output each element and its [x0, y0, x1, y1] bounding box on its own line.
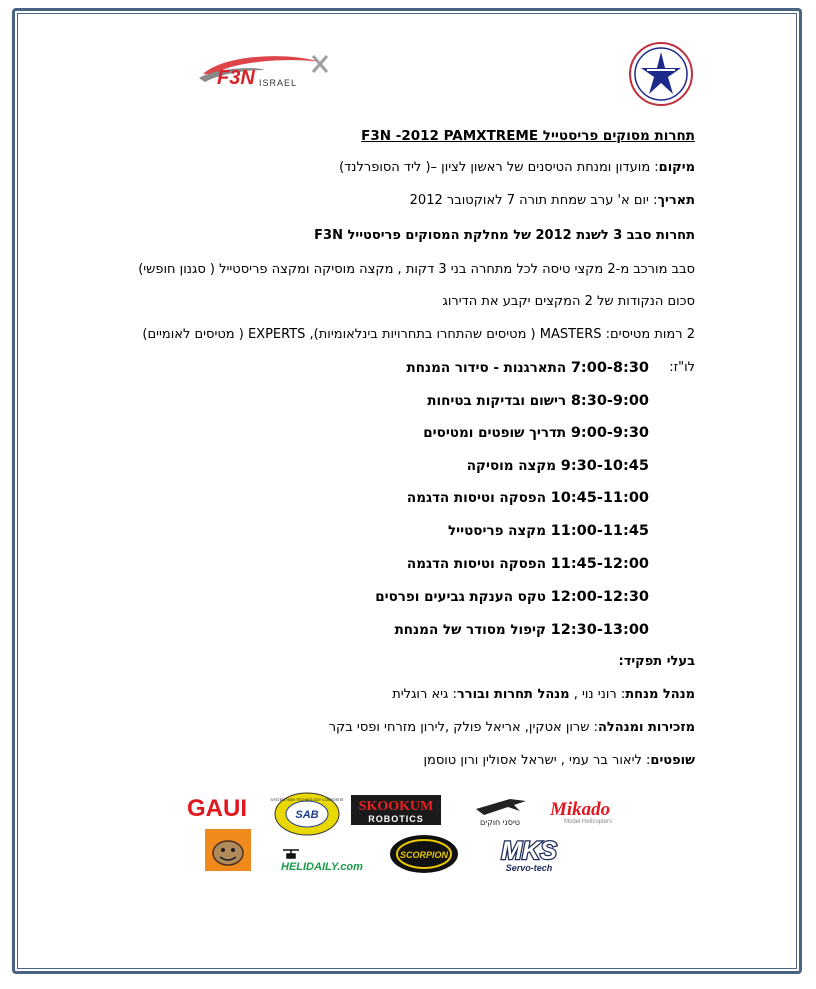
svg-text:F3N: F3N: [217, 67, 255, 89]
tisfi-sponsor-logo: [470, 793, 530, 827]
schedule-desc: התארגנות - סידור המנחת: [406, 360, 567, 376]
date-label: תאריך: [657, 193, 695, 208]
round-line: תחרות סבב 3 לשנת 2012 של מחלקת המסוקים פריסטייל F3N: [314, 228, 695, 243]
location-label: מיקום: [658, 160, 695, 175]
date-value: יום א' ערב שמחת תורה 7 לאוקטובר 2012: [409, 193, 649, 208]
sab-sponsor-logo: [270, 792, 344, 836]
schedule-desc: מקצה פריסטייל: [448, 523, 546, 539]
gaui-sponsor-logo: [185, 794, 259, 820]
schedule-time: 11:00-11:45: [550, 523, 649, 539]
competition-manager-label: מנהל תחרות ובורר: [456, 687, 570, 702]
svg-text:SYSTEM HIGH TECHNOLOGY COMPOSI: SYSTEM HIGH TECHNOLOGY COMPOSITE: [270, 798, 344, 802]
svg-text:ROBOTICS: ROBOTICS: [368, 814, 424, 824]
svg-text:SAB: SAB: [295, 809, 319, 821]
schedule-row: [407, 555, 649, 573]
svg-text:SCORPION: SCORPION: [399, 850, 449, 860]
f3n-israel-logo: [195, 50, 335, 94]
schedule-row: [467, 457, 649, 475]
schedule-desc: מקצה מוסיקה: [466, 458, 557, 474]
dragon-sponsor-logo: [205, 829, 251, 871]
secretariat-label: מזכירות ומנהלה: [598, 720, 695, 735]
date-line: תאריך: יום א' ערב שמחת תורה 7 לאוקטובר 2012: [409, 193, 695, 208]
schedule-time: 7:00-8:30: [570, 360, 649, 376]
schedule-desc: הפסקה וטיסות הדגמה: [406, 556, 546, 572]
scorpion-sponsor-logo: [389, 834, 459, 874]
svg-text:Servo-tech: Servo-tech: [505, 863, 553, 873]
judges-line: שופטים: ליאור בר עמי , ישראל אסולין ורון טוסמן: [423, 753, 695, 768]
schedule-row: [407, 489, 649, 507]
schedule-time: 8:30-9:00: [570, 393, 649, 409]
secretariat-value: שרון אטקין, אריאל פולק ,לירון מזרחי ופסי בקר: [328, 720, 590, 735]
secretariat-line: מזכירות ומנהלה: שרון אטקין, אריאל פולק ,לירון מזרחי ופסי בקר: [328, 720, 695, 735]
skookum-sponsor-logo: [351, 795, 441, 825]
field-manager-line: מנהל מנחת: רוני נוי , מנהל תחרות ובורר: גיא רוגלית: [392, 687, 695, 702]
competition-manager-value: גיא רוגלית: [392, 687, 449, 702]
roles-heading: בעלי תפקיד:: [618, 654, 695, 669]
judges-value: ליאור בר עמי , ישראל אסולין ורון טוסמן: [423, 753, 642, 768]
schedule-time: 9:30-10:45: [560, 458, 649, 474]
mikado-sponsor-logo: [548, 797, 632, 825]
schedule-row: [375, 588, 649, 606]
schedule-time: 12:30-13:00: [550, 622, 649, 638]
location-line: [339, 159, 695, 177]
schedule-row: [448, 522, 649, 540]
schedule-row: [427, 392, 649, 410]
ranking-line: סכום הנקודות של 2 המקצים יקבע את הדירוג: [442, 294, 695, 309]
field-manager-label: מנהל מנחת: [625, 687, 695, 702]
event-title: תחרות מסוקים פריסטייל F3N -2012 PAMXTREME: [361, 128, 695, 144]
svg-text:HELIDAILY.com: HELIDAILY.com: [281, 861, 363, 873]
schedule-time: 9:00-9:30: [570, 425, 649, 441]
club-emblem-logo: [627, 40, 695, 108]
levels-line: 2 רמות מטיסים: MASTERS ( מטיסים שהתחרו בתחרויות בינלאומיות), EXPERTS ( מטיסים לאומיים): [142, 327, 695, 342]
svg-text:טיסני חוקים: טיסני חוקים: [480, 818, 520, 827]
svg-text:MKS: MKS: [501, 837, 557, 865]
schedule-time: 12:00-12:30: [550, 589, 649, 605]
svg-text:Mikado: Mikado: [550, 799, 611, 820]
schedule-desc: קיפול מסודר של המנחת: [394, 622, 546, 638]
schedule-desc: רישום ובדיקות בטיחות: [427, 393, 567, 409]
helidaily-sponsor-logo: [279, 846, 371, 874]
schedule-row: [406, 359, 649, 377]
schedule-label: לו"ז:: [669, 360, 695, 375]
location-colon: :: [650, 160, 659, 175]
schedule-time: 10:45-11:00: [550, 490, 649, 506]
mks-sponsor-logo: [473, 836, 585, 874]
svg-text:ISRAEL: ISRAEL: [259, 78, 298, 88]
schedule-desc: תדריך שופטים ומטיסים: [423, 425, 567, 441]
schedule-desc: הפסקה וטיסות הדגמה: [406, 490, 546, 506]
location-value: מועדון ומנחת הטיסנים של ראשון לציון –( ליד הסופרלנד): [339, 160, 651, 175]
svg-text:SKOOKUM: SKOOKUM: [358, 799, 434, 814]
field-manager-value: רוני נוי ,: [573, 687, 617, 702]
format-line: סבב מורכב מ-2 מקצי טיסה לכל מתחרה בני 3 דקות , מקצה מוסיקה ומקצה פריסטייל ( סגנון חופשי): [138, 262, 695, 277]
schedule-row: [395, 621, 649, 639]
judges-label: שופטים: [650, 753, 695, 768]
svg-text:Model Helicopters: Model Helicopters: [563, 819, 613, 825]
schedule-row: [423, 424, 649, 442]
schedule-desc: טקס הענקת גביעים ופרסים: [375, 589, 546, 605]
schedule-time: 11:45-12:00: [550, 556, 649, 572]
svg-text:GAUI: GAUI: [187, 795, 247, 822]
